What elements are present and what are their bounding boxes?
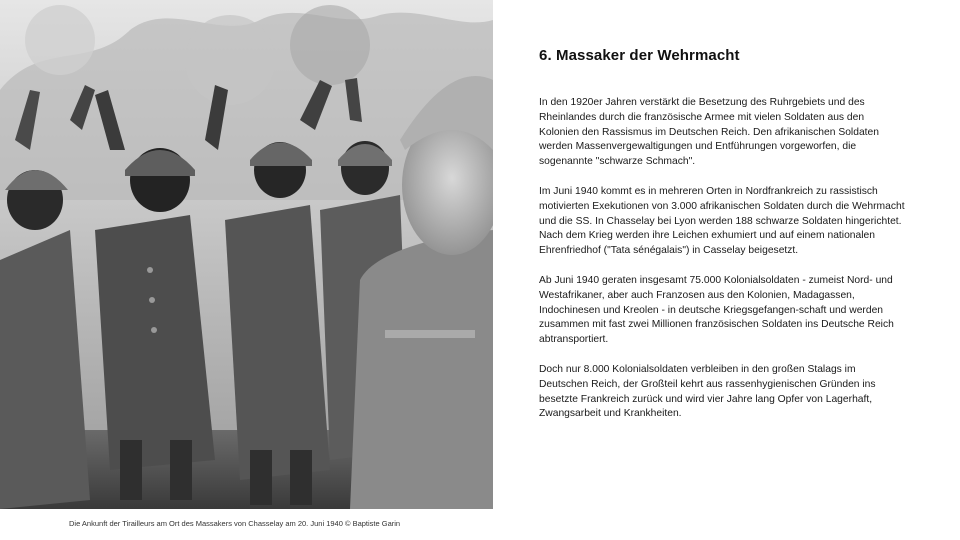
paragraph: Doch nur 8.000 Kolonialsoldaten verbleiben in den großen Stalags im Deutschen Reich, der Großteil kehrt aus rassenhygienischen Gründen ins besetzte Frankreich zurück und wird vier Jahre lang Opfer von Lagerhaft, Zwangsarbeit und Krankheiten. [539, 363, 876, 420]
paragraph: In den 1920er Jahren verstärkt die Besetzung des Ruhrgebiets und des Rheinlandes durch die französische Armee mit vielen Soldaten aus den Kolonien den Rassismus im Deutschen Reich. Den afrikanischen Soldaten werden Massenvergewaltigungen und Entführungen vorgeworfen, die sogenannte "schwarze Schmach". [539, 97, 879, 168]
historical-photo [0, 0, 493, 509]
body-text [539, 96, 907, 437]
section-heading: 6. Massaker der Wehrmacht [539, 47, 740, 64]
paragraph: Ab Juni 1940 geraten insgesamt 75.000 Kolonialsoldaten - zumeist Nord- und Westafrikaner, aber auch Franzosen aus den Kolonien, Madagassen, Indochinesen und Kreolen - in deutsche Kriegsgefangen-schaft und werden zusammen mit fast zwei Millionen französischen Soldaten ins Deutsche Reich abtransportiert. [539, 274, 894, 346]
photo-caption: Die Ankunft der Tirailleurs am Ort des Massakers von Chasselay am 20. Juni 1940 © Baptiste Garin [69, 519, 401, 528]
photo-image [0, 0, 493, 509]
paragraph: Im Juni 1940 kommt es in mehreren Orten in Nordfrankreich zu rassistisch motivierten Exekutionen von 3.000 afrikanischen Soldaten durch die Wehrmacht und die SS. In Chasselay bei Lyon werden 188 schwarze Soldaten hingerichtet. Nach dem Krieg werden ihre Leichen exhumiert und auf einem nationalen Ehrenfriedhof ("Tata sénégalais") in Casselay beigesetzt. [539, 185, 905, 257]
